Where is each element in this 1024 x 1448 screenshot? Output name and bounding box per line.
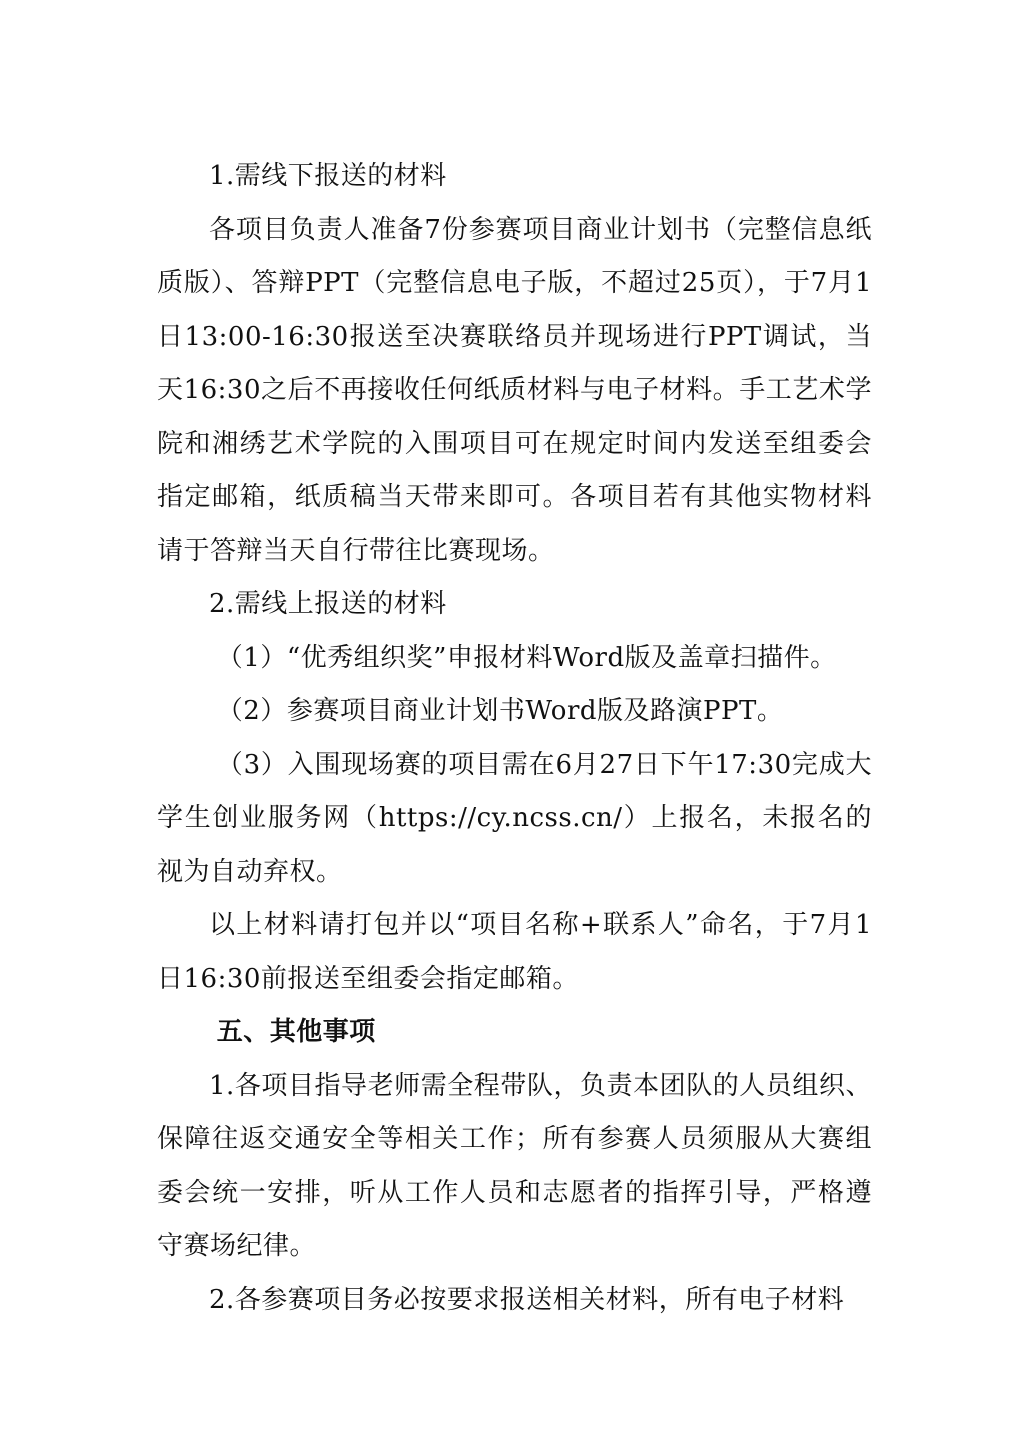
list-item-online-registration: （3）入围现场赛的项目需在6月27日下午17:30完成大学生创业服务网（https://cy.ncss.cn/）上报名，未报名的视为自动弃权。 (157, 749, 872, 887)
document-body (157, 150, 872, 1327)
list-item-award-materials: （1）“优秀组织奖”申报材料Word版及盖章扫描件。 (216, 642, 837, 673)
paragraph-offline-materials: 各项目负责人准备7份参赛项目商业计划书（完整信息纸质版）、答辩PPT（完整信息电子版，不超过25页），于7月1日13:00-16:30报送至决赛联络员并现场进行PPT调试，当天16:30之后不再接收任何纸质材料与电子材料。手工艺术学院和湘绣艺术学院的入围项目可在规定时间内发送至组委会指定邮箱，纸质稿当天带来即可。各项目若有其他实物材料请于答辩当天自行带往比赛现场。 (157, 214, 872, 566)
list-item-business-plan: （2）参赛项目商业计划书Word版及路演PPT。 (216, 696, 784, 726)
paragraph-materials-submission: 2.各参赛项目务必按要求报送相关材料，所有电子材料 (209, 1284, 845, 1315)
paragraph-packaging-instructions: 以上材料请打包并以“项目名称+联系人”命名，于7月1日16:30前报送至组委会指定邮箱。 (157, 910, 872, 994)
section-title-offline-materials: 1.需线下报送的材料 (209, 161, 447, 191)
paragraph-team-supervision: 1.各项目指导老师需全程带队，负责本团队的人员组织、保障往返交通安全等相关工作；所有参赛人员须服从大赛组委会统一安排，听从工作人员和志愿者的指挥引导，严格遵守赛场纪律。 (157, 1070, 872, 1261)
heading-other-matters: 五、其他事项 (216, 1017, 376, 1047)
section-title-online-materials: 2.需线上报送的材料 (209, 589, 447, 619)
